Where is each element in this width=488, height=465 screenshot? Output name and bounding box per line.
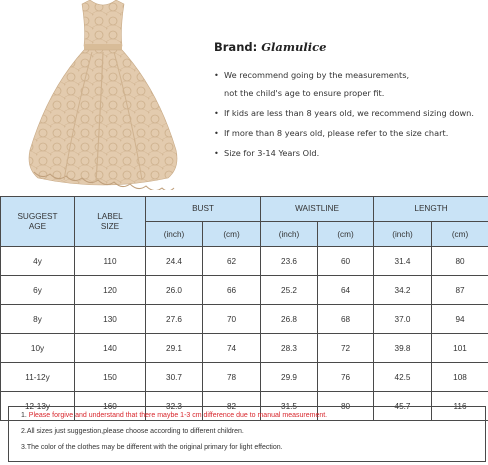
unit-inch: (inch) xyxy=(146,222,203,247)
header-label-size: LABEL SIZE xyxy=(75,197,146,247)
table-cell: 150 xyxy=(75,363,146,392)
product-info xyxy=(214,40,484,168)
table-cell: 31.4 xyxy=(374,247,432,276)
table-cell: 101 xyxy=(432,334,488,363)
table-cell: 24.4 xyxy=(146,247,203,276)
table-cell: 23.6 xyxy=(261,247,318,276)
bullet-dot: • xyxy=(214,70,219,80)
unit-cm: (cm) xyxy=(432,222,488,247)
table-cell: 26.0 xyxy=(146,276,203,305)
bullet-text: We recommend going by the measurements, xyxy=(224,70,410,80)
table-cell: 39.8 xyxy=(374,334,432,363)
table-cell: 60 xyxy=(318,247,374,276)
table-cell: 28.3 xyxy=(261,334,318,363)
table-cell: 37.0 xyxy=(374,305,432,334)
table-cell: 11-12y xyxy=(1,363,75,392)
bullet-item xyxy=(214,148,484,158)
table-cell: 27.6 xyxy=(146,305,203,334)
table-cell: 140 xyxy=(75,334,146,363)
table-cell: 6y xyxy=(1,276,75,305)
dress-photo xyxy=(8,0,198,190)
table-cell: 42.5 xyxy=(374,363,432,392)
bullet-dot: • xyxy=(214,128,219,138)
brand-label: Brand: xyxy=(214,40,262,54)
bullet-text: If kids are less than 8 years old, we recommend sizing down. xyxy=(224,108,474,118)
table-row xyxy=(1,276,488,305)
table-cell: 30.7 xyxy=(146,363,203,392)
bullet-text: If more than 8 years old, please refer to the size chart. xyxy=(224,128,449,138)
bullet-item xyxy=(214,70,484,80)
table-cell: 68 xyxy=(318,305,374,334)
bullet-dot: • xyxy=(214,148,219,158)
bullet-item xyxy=(214,128,484,138)
note-1: 1. Please forgive and understand that there maybe 1-3 cm difference due to manual measurement. xyxy=(21,412,328,419)
table-row xyxy=(1,363,488,392)
table-cell: 110 xyxy=(75,247,146,276)
header-bust: BUST xyxy=(146,197,261,222)
table-cell: 82 xyxy=(203,392,261,421)
table-cell: 12-13y xyxy=(1,392,75,421)
table-cell: 160 xyxy=(75,392,146,421)
table-cell: 74 xyxy=(203,334,261,363)
table-cell: 64 xyxy=(318,276,374,305)
header-length: LENGTH xyxy=(374,197,488,222)
table-cell: 32.3 xyxy=(146,392,203,421)
unit-inch: (inch) xyxy=(261,222,318,247)
table-cell: 108 xyxy=(432,363,488,392)
table-cell: 8y xyxy=(1,305,75,334)
table-cell: 31.5 xyxy=(261,392,318,421)
table-cell: 72 xyxy=(318,334,374,363)
size-chart xyxy=(0,196,488,421)
table-cell: 116 xyxy=(432,392,488,421)
notes-box xyxy=(8,406,486,462)
bullet-dot: • xyxy=(214,108,219,118)
header-waistline: WAISTLINE xyxy=(261,197,374,222)
table-body xyxy=(1,247,488,421)
brand-name: Glamulice xyxy=(261,40,327,54)
header-row xyxy=(1,197,488,222)
table-cell: 120 xyxy=(75,276,146,305)
table-row xyxy=(1,334,488,363)
note-3: 3.The color of the clothes may be different with the original primary for light effection. xyxy=(21,444,283,451)
table-cell: 62 xyxy=(203,247,261,276)
unit-inch: (inch) xyxy=(374,222,432,247)
table-cell: 34.2 xyxy=(374,276,432,305)
header-suggest-age: SUGGEST AGE xyxy=(1,197,75,247)
table-cell: 45.7 xyxy=(374,392,432,421)
brand-line xyxy=(214,40,484,54)
table-cell: 4y xyxy=(1,247,75,276)
table-row xyxy=(1,247,488,276)
unit-cm: (cm) xyxy=(203,222,261,247)
note-2: 2.All sizes just suggestion,please choose according to different children. xyxy=(21,428,244,435)
table-cell: 66 xyxy=(203,276,261,305)
table-cell: 70 xyxy=(203,305,261,334)
bullet-item xyxy=(214,108,484,118)
table-cell: 29.9 xyxy=(261,363,318,392)
table-cell: 80 xyxy=(432,247,488,276)
table-cell: 87 xyxy=(432,276,488,305)
bullet-text: not the child's age to ensure proper fit. xyxy=(224,88,385,98)
table-cell: 80 xyxy=(318,392,374,421)
table-cell: 10y xyxy=(1,334,75,363)
table-row xyxy=(1,305,488,334)
table-cell: 78 xyxy=(203,363,261,392)
size-table xyxy=(0,196,488,421)
bullet-continuation xyxy=(214,88,484,98)
bullet-text: Size for 3-14 Years Old. xyxy=(224,148,320,158)
table-cell: 26.8 xyxy=(261,305,318,334)
unit-cm: (cm) xyxy=(318,222,374,247)
table-cell: 130 xyxy=(75,305,146,334)
table-cell: 25.2 xyxy=(261,276,318,305)
table-cell: 94 xyxy=(432,305,488,334)
table-cell: 29.1 xyxy=(146,334,203,363)
table-cell: 76 xyxy=(318,363,374,392)
